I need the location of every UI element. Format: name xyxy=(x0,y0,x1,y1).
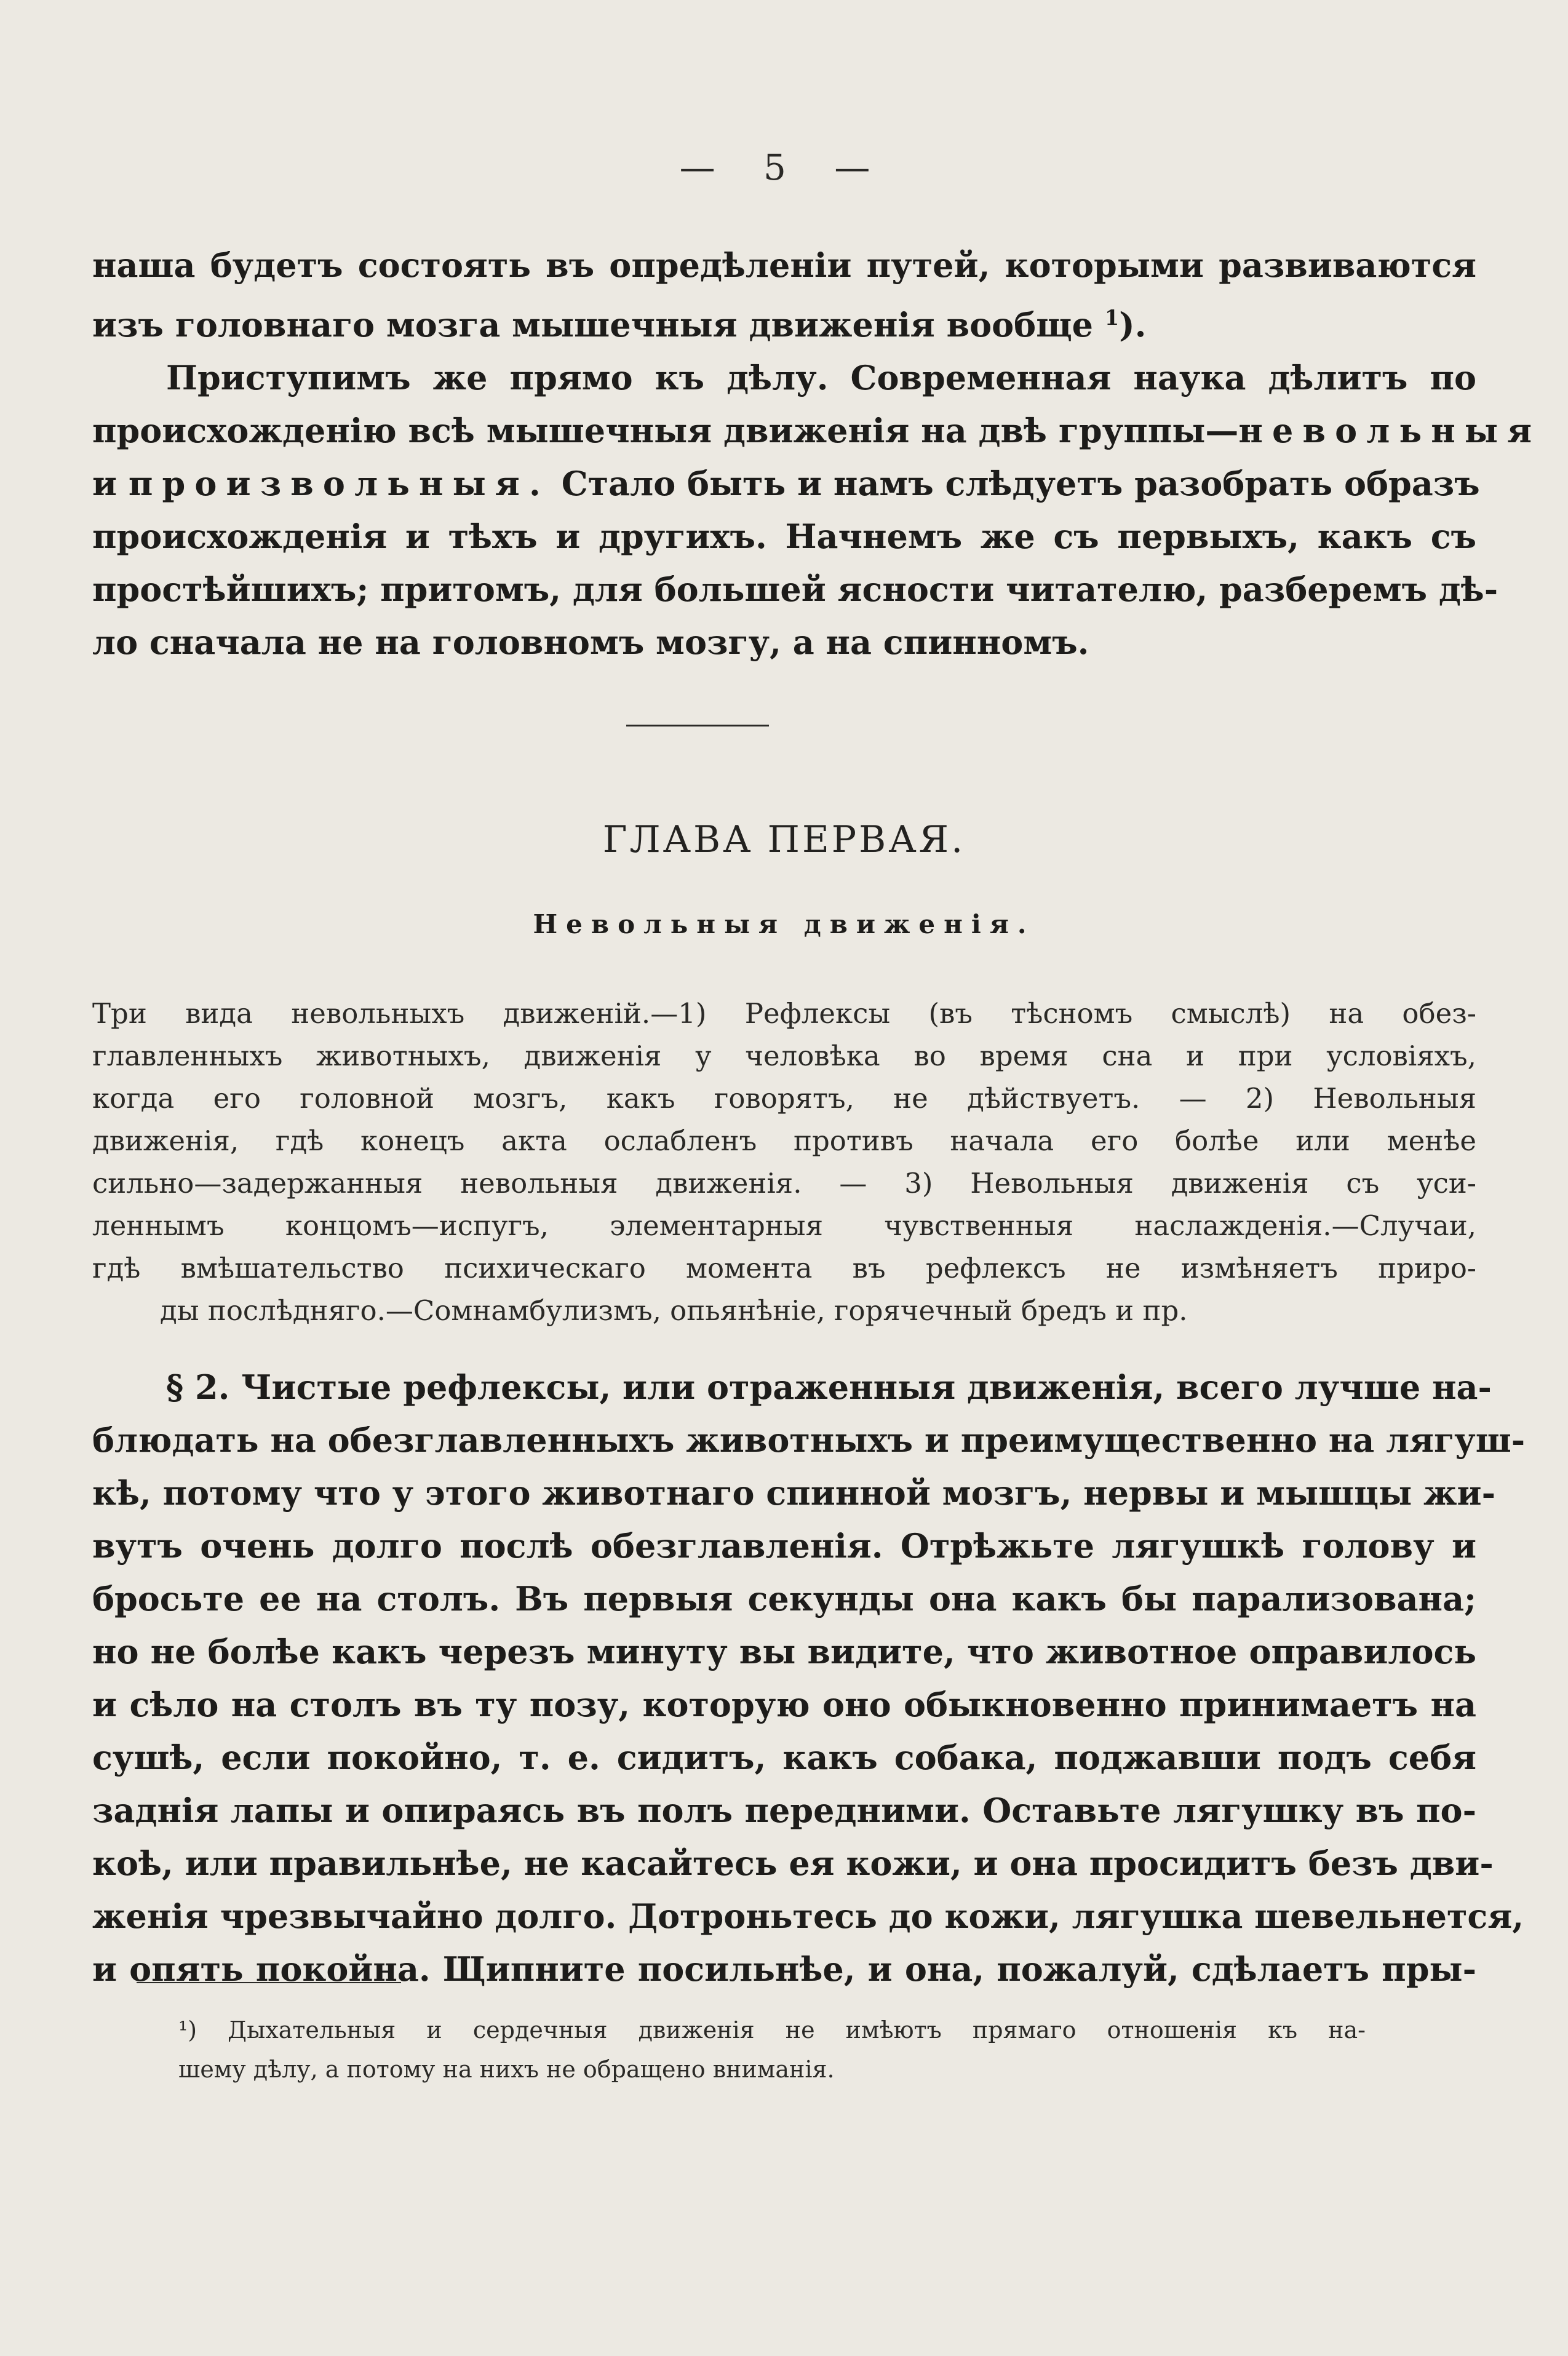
summary-line: главленныхъ животныхъ, движенія у человѣка во время сна и при условіяхъ, xyxy=(92,1040,1476,1072)
text-fragment: Стало быть и намъ слѣдуетъ разобрать образъ xyxy=(561,464,1480,503)
text-line: бросьте ее на столъ. Въ первыя секунды она какъ бы парализована; xyxy=(92,1579,1476,1618)
text-line: женія чрезвычайно долго. Дотроньтесь до кожи, лягушка шевельнется, xyxy=(92,1896,1524,1936)
chapter-subtitle: Невольныя движенія. xyxy=(533,909,1035,939)
text-line: сушѣ, если покойно, т. е. сидитъ, какъ собака, поджавши подъ себя xyxy=(92,1738,1476,1777)
section-2-text xyxy=(92,1361,1526,1996)
summary-line: ды послѣдняго.—Сомнамбулизмъ, опьянѣніе, горячечный бредъ и пр. xyxy=(160,1294,1188,1327)
page-number: — 5 — xyxy=(679,146,889,188)
text-line xyxy=(92,457,1480,510)
text-line: простѣйшихъ; притомъ, для большей ясности читателю, разберемъ дѣ- xyxy=(92,570,1498,609)
footnote xyxy=(178,2010,1366,2089)
intro-text xyxy=(92,239,1542,669)
footnote-ref: 1 xyxy=(1104,306,1120,330)
term-voluntary: произвольныя. xyxy=(128,464,550,503)
text-fragment: и xyxy=(92,464,117,503)
text-line: блюдать на обезглавленныхъ животныхъ и преимущественно на лягуш- xyxy=(92,1420,1526,1460)
text-line: коѣ, или правильнѣе, не касайтесь ея кожи, и она просидитъ безъ дви- xyxy=(92,1844,1494,1883)
term-involuntary: невольныя xyxy=(1238,411,1542,450)
text-line: Приступимъ же прямо къ дѣлу. Современная наука дѣлитъ по xyxy=(166,358,1476,397)
text-line: наша будетъ состоять въ опредѣленіи путей, которыми развиваются xyxy=(92,245,1476,285)
text-line: и сѣло на столъ въ ту позу, которую оно обыкновенно принимаетъ на xyxy=(92,1685,1476,1724)
text-line: заднія лапы и опираясь въ полъ передними. Оставьте лягушку въ по- xyxy=(92,1791,1476,1830)
footnote-line: ¹) Дыхательныя и сердечныя движенія не имѣютъ прямаго отношенія къ на- xyxy=(178,2016,1366,2044)
summary-line: гдѣ вмѣшательство психическаго момента въ рефлексъ не измѣняетъ приро- xyxy=(92,1252,1476,1284)
text-line xyxy=(92,292,1476,351)
chapter-summary xyxy=(92,992,1476,1332)
summary-line: сильно—задержанныя невольныя движенія. — 3) Невольныя движенія съ уси- xyxy=(92,1167,1476,1200)
text-fragment: происхожденію всѣ мышечныя движенія на двѣ группы— xyxy=(92,411,1239,450)
text-line: но не болѣе какъ черезъ минуту вы видите, что животное оправилось xyxy=(92,1632,1476,1671)
text-line: вутъ очень долго послѣ обезглавленія. Отрѣжьте лягушкѣ голову и xyxy=(92,1526,1476,1566)
text-line xyxy=(92,404,1542,457)
footnote-line: шему дѣлу, а потому на нихъ не обращено вниманія. xyxy=(178,2056,835,2083)
footnote-divider xyxy=(137,1982,401,1983)
text-fragment: изъ головнаго мозга мышечныя движенія вообще xyxy=(92,305,1093,344)
text-fragment: ). xyxy=(1119,305,1147,344)
text-line: кѣ, потому что у этого животнаго спинной мозгъ, нервы и мышцы жи- xyxy=(92,1473,1495,1513)
summary-line: леннымъ концомъ—испугъ, элементарныя чувственныя наслажденія.—Случаи, xyxy=(92,1209,1476,1242)
text-line: происхожденія и тѣхъ и другихъ. Начнемъ же съ первыхъ, какъ съ xyxy=(92,517,1476,556)
section-divider xyxy=(626,725,769,726)
chapter-title: ГЛАВА ПЕРВАЯ. xyxy=(602,818,966,861)
summary-line: когда его головной мозгъ, какъ говорятъ, не дѣйствуетъ. — 2) Невольныя xyxy=(92,1082,1476,1115)
text-line: § 2. Чистые рефлексы, или отраженныя движенія, всего лучше на- xyxy=(166,1367,1492,1407)
summary-line: Три вида невольныхъ движеній.—1) Рефлексы (въ тѣсномъ смыслѣ) на обез- xyxy=(92,997,1476,1030)
summary-line: движенія, гдѣ конецъ акта ослабленъ противъ начала его болѣе или менѣе xyxy=(92,1124,1476,1157)
text-line: ло сначала не на головномъ мозгу, а на спинномъ. xyxy=(92,623,1089,662)
text-line: и опять покойна. Щипните посильнѣе, и она, пожалуй, сдѣлаетъ пры- xyxy=(92,1949,1476,1989)
